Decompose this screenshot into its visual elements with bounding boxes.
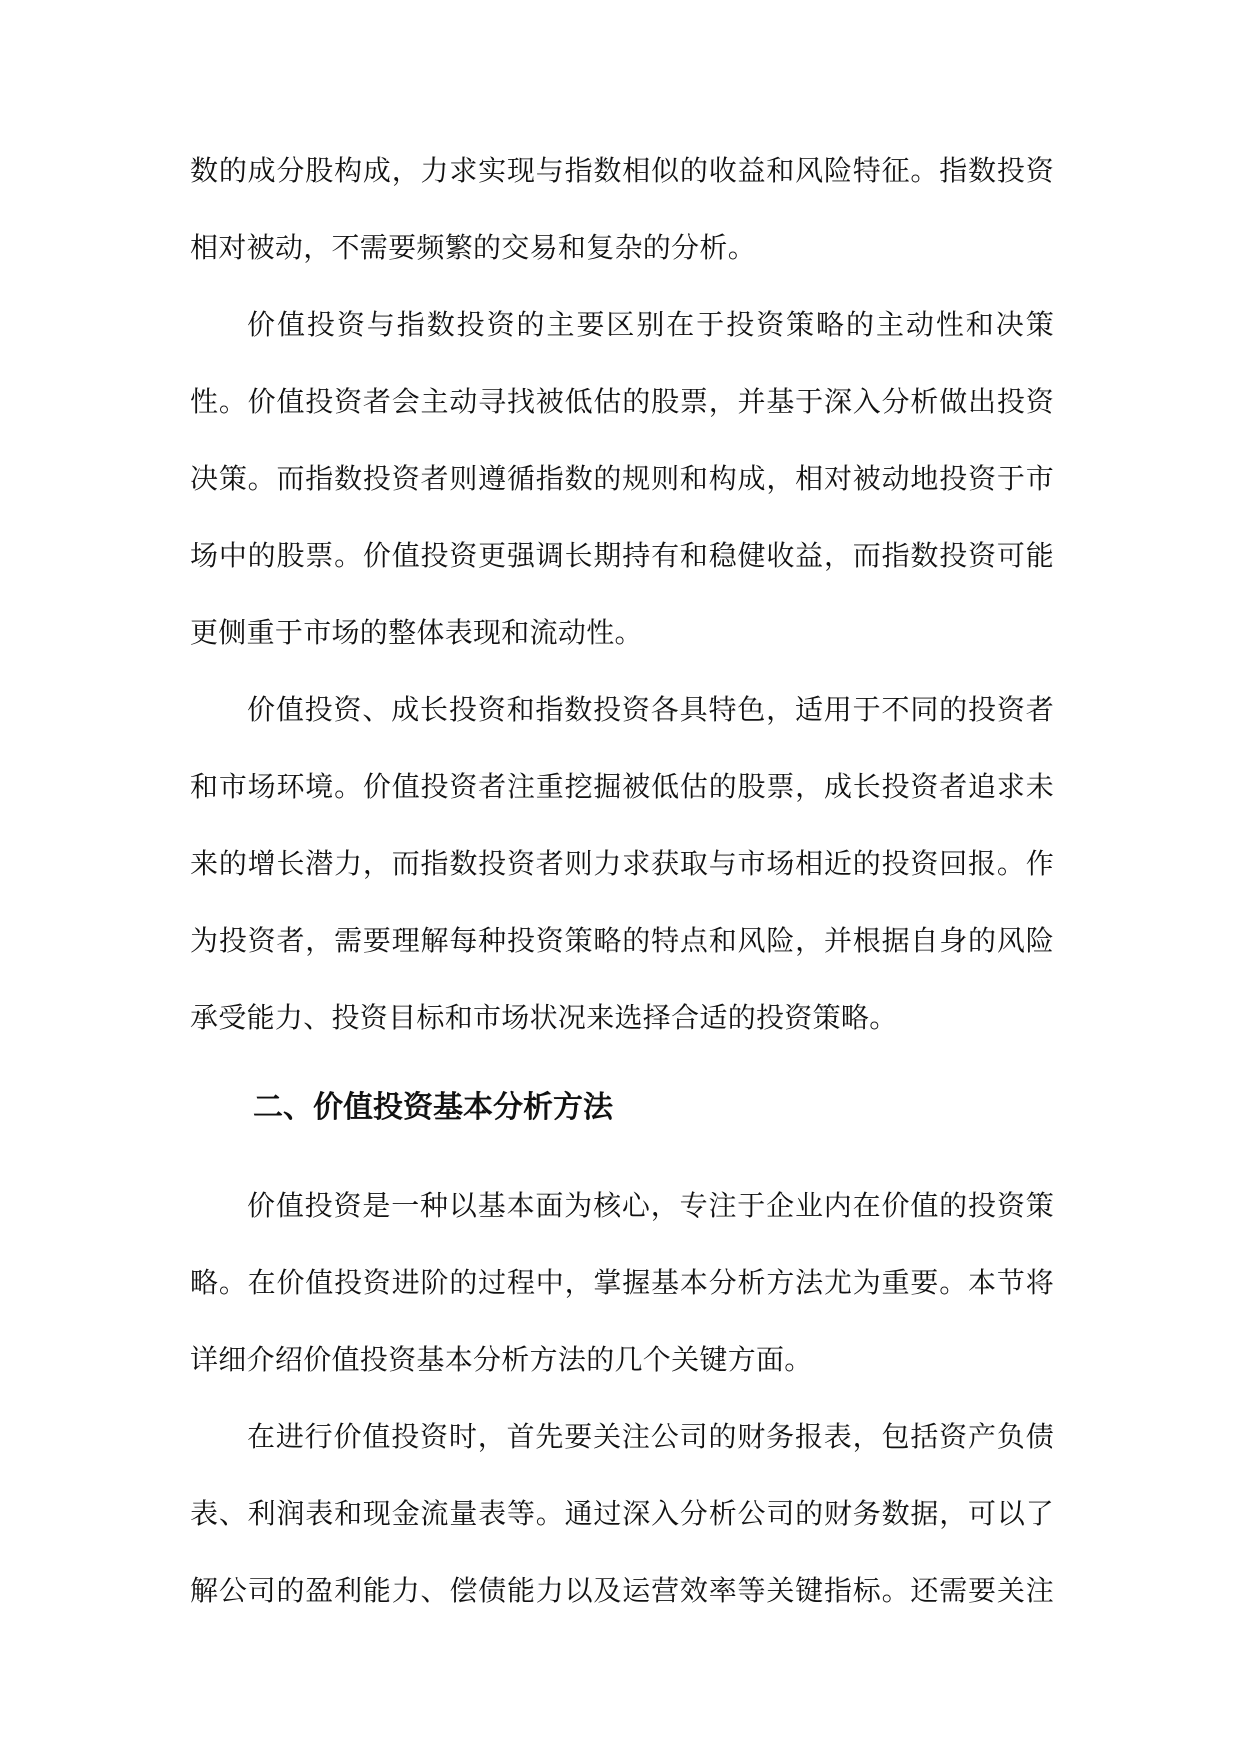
- text-line: 来的增长潜力，而指数投资者则力求获取与市场相近的投资回报。作: [190, 847, 1054, 880]
- text-line: 表、利润表和现金流量表等。通过深入分析公司的财务数据，可以了: [190, 1497, 1054, 1530]
- text-block-bottom: [190, 1167, 1054, 1629]
- text-line: 和市场环境。价值投资者注重挖掘被低估的股票，成长投资者追求未: [190, 770, 1054, 803]
- text-line: 场中的股票。价值投资更强调长期持有和稳健收益，而指数投资可能: [190, 539, 1054, 572]
- text-line: 详细介绍价值投资基本分析方法的几个关键方面。: [190, 1343, 813, 1376]
- text-line: 价值投资与指数投资的主要区别在于投资策略的主动性和决策: [247, 308, 1054, 341]
- text-line: 为投资者，需要理解每种投资策略的特点和风险，并根据自身的风险: [190, 924, 1054, 957]
- text-line: 更侧重于市场的整体表现和流动性。: [190, 616, 643, 649]
- text-line: 在进行价值投资时，首先要关注公司的财务报表，包括资产负债: [247, 1420, 1054, 1453]
- text-block-top: [190, 132, 1054, 286]
- text-line: 价值投资是一种以基本面为核心，专注于企业内在价值的投资策: [247, 1189, 1054, 1222]
- text-line: 相对被动，不需要频繁的交易和复杂的分析。: [190, 231, 757, 264]
- text-line: 数的成分股构成，力求实现与指数相似的收益和风险特征。指数投资: [190, 154, 1054, 187]
- text-line: 略。在价值投资进阶的过程中，掌握基本分析方法尤为重要。本节将: [190, 1266, 1054, 1299]
- text-line: 解公司的盈利能力、偿债能力以及运营效率等关键指标。还需要关注: [190, 1574, 1054, 1607]
- text-line: 决策。而指数投资者则遵循指数的规则和构成，相对被动地投资于市: [190, 462, 1054, 495]
- text-line: 性。价值投资者会主动寻找被低估的股票，并基于深入分析做出投资: [190, 385, 1054, 418]
- text-line: 承受能力、投资目标和市场状况来选择合适的投资策略。: [190, 1001, 898, 1034]
- text-block-middle: [190, 286, 1054, 1056]
- text-line: 价值投资、成长投资和指数投资各具特色，适用于不同的投资者: [247, 693, 1054, 726]
- section-heading: 二、价值投资基本分析方法: [253, 1090, 613, 1125]
